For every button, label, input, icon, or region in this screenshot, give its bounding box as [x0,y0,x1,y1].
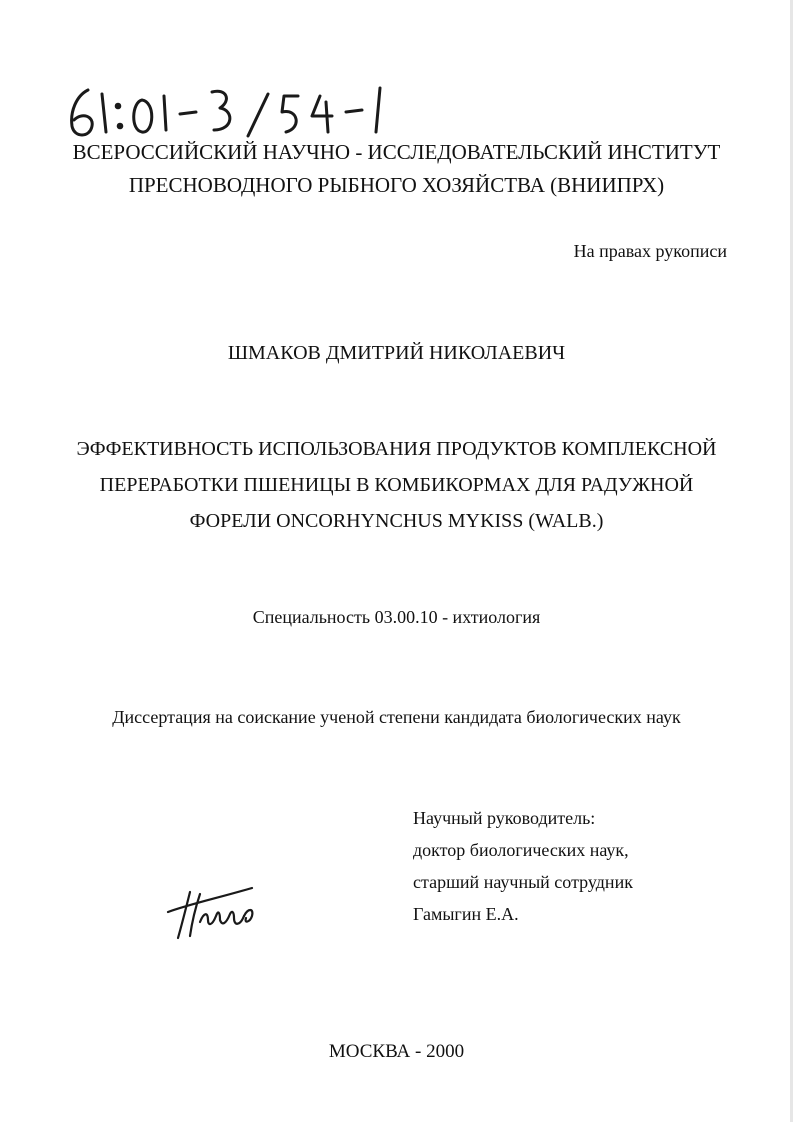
author-name: ШМАКОВ ДМИТРИЙ НИКОЛАЕВИЧ [227,342,566,364]
thesis-title-line-2: ПЕРЕРАБОТКИ ПШЕНИЦЫ В КОМБИКОРМАХ ДЛЯ РАДУЖНОЙ [99,474,694,496]
supervisor-degree: доктор биологических наук, [413,840,629,860]
signature [160,882,270,944]
degree-statement: Диссертация на соискание ученой степени кандидата биологических наук [112,707,681,727]
supervisor-block [413,802,633,930]
supervisor-name: Гамыгин Е.А. [413,904,519,924]
manuscript-note: На правах рукописи [573,241,727,261]
thesis-title-line-3: ФОРЕЛИ ONCORHYNCHUS MYKISS (WALB.) [189,510,604,532]
institute-name-line-2: ПРЕСНОВОДНОГО РЫБНОГО ХОЗЯЙСТВА (ВНИИПРХ) [128,173,665,197]
handwritten-code [62,82,392,142]
thesis-title-line-1: ЭФФЕКТИВНОСТЬ ИСПОЛЬЗОВАНИЯ ПРОДУКТОВ КОМПЛЕКСНОЙ [76,438,717,460]
specialty: Специальность 03.00.10 - ихтиология [252,607,541,627]
supervisor-heading: Научный руководитель: [413,808,596,828]
supervisor-position: старший научный сотрудник [413,872,633,892]
institute-name-line-1: ВСЕРОССИЙСКИЙ НАУЧНО - ИССЛЕДОВАТЕЛЬСКИЙ ИНСТИТУТ [72,140,721,164]
city-and-year: МОСКВА - 2000 [328,1041,465,1062]
